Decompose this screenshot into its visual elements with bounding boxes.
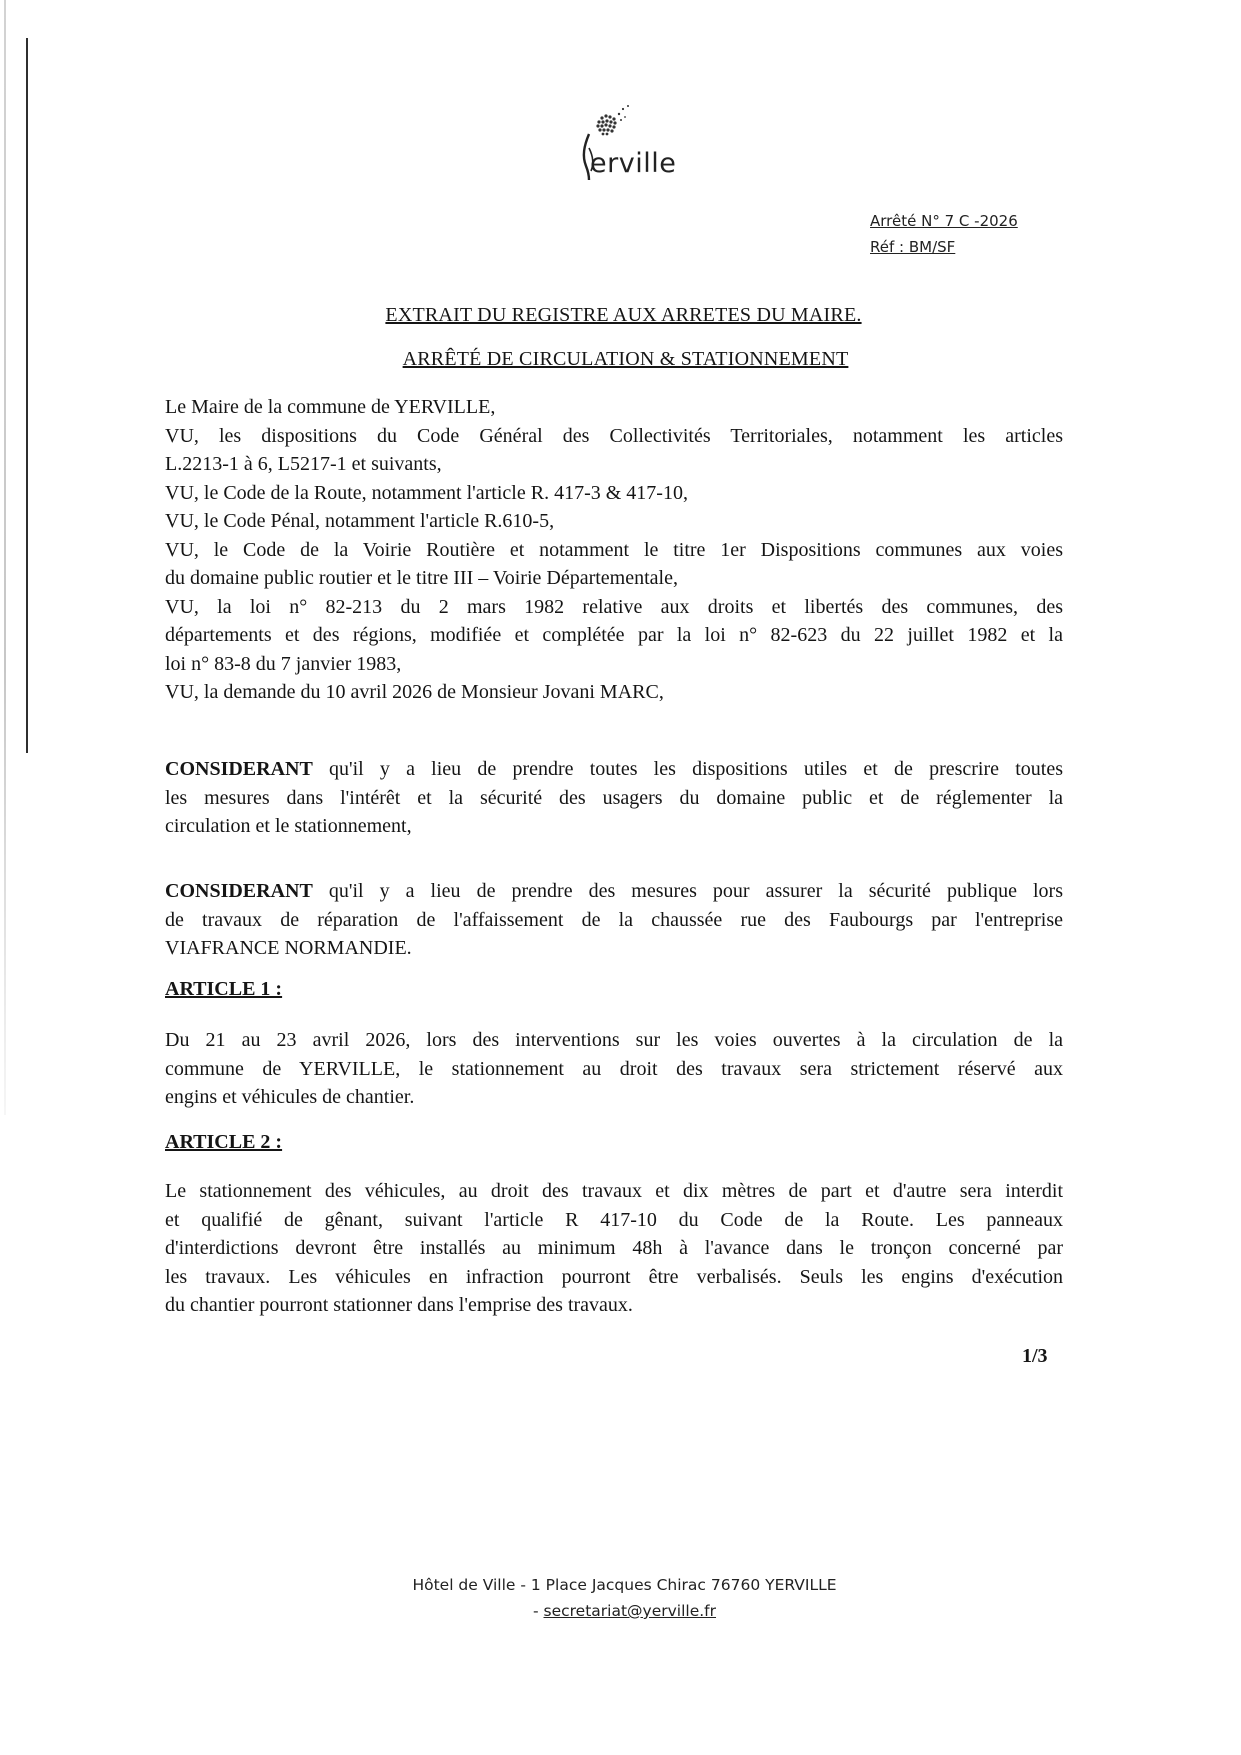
visa-line: Le Maire de la commune de YERVILLE,: [165, 396, 496, 418]
considerant-line: circulation et le stationnement,: [165, 815, 412, 837]
footer-email: [4, 1602, 1241, 1620]
article-1-title: ARTICLE 1 :: [165, 978, 283, 1000]
considerant-text: qu'il y a lieu de prendre toutes les dispositions utiles et de prescrire toutes: [312, 758, 1063, 780]
page-number: 1/3: [1022, 1345, 1048, 1367]
article-line: Du 21 au 23 avril 2026, lors des interventions sur les voies ouvertes à la circulation de la: [165, 1029, 1063, 1051]
footer-email-link[interactable]: secretariat@yerville.fr: [543, 1602, 717, 1620]
footer-email-prefix: -: [532, 1602, 544, 1620]
yerville-logo: [562, 96, 682, 206]
visa-line: VU, le Code de la Route, notamment l'article R. 417-3 & 417-10,: [165, 481, 688, 504]
visa-line: loi n° 83-8 du 7 janvier 1983,: [165, 652, 402, 675]
visa-line: L.2213-1 à 6, L5217-1 et suivants,: [165, 453, 442, 475]
article-line: engins et véhicules de chantier.: [165, 1086, 415, 1108]
considerant-line: [165, 877, 1063, 906]
visas-section: [165, 393, 1063, 707]
article-2-title: ARTICLE 2 :: [165, 1131, 283, 1153]
visa-line: VU, le Code de la Voirie Routière et notamment le titre 1er Dispositions communes aux voies: [165, 538, 1063, 561]
article-line: d'interdictions devront être installés au minimum 48h à l'avance dans le tronçon concerné par: [165, 1237, 1063, 1259]
scan-margin-line: [26, 38, 28, 753]
considerant-1: [165, 755, 1063, 841]
considerant-2: [165, 877, 1063, 963]
visa-line: VU, la demande du 10 avril 2026 de Monsieur Jovani MARC,: [165, 681, 664, 703]
registry-title: EXTRAIT DU REGISTRE AUX ARRETES DU MAIRE.: [385, 304, 862, 326]
visa-line: VU, la loi n° 82-213 du 2 mars 1982 relative aux droits et libertés des communes, des: [165, 595, 1063, 618]
article-2-body: [165, 1177, 1063, 1320]
visa-line: VU, le Code Pénal, notamment l'article R.610-5,: [165, 510, 555, 532]
considerant-text: qu'il y a lieu de prendre des mesures pour assurer la sécurité publique lors: [312, 880, 1063, 902]
article-line: et qualifié de gênant, suivant l'article R 417-10 du Code de la Route. Les panneaux: [165, 1208, 1063, 1231]
visa-line: VU, les dispositions du Code Général des Collectivités Territoriales, notamment les articles: [165, 424, 1063, 447]
considerant-line: [165, 755, 1063, 784]
visa-line: départements et des régions, modifiée et complétée par la loi n° 82-623 du 22 juillet 1982 et la: [165, 624, 1063, 646]
arrete-number: Arrêté N° 7 C -2026: [870, 212, 1018, 230]
visa-line: du domaine public routier et le titre III – Voirie Départementale,: [165, 567, 678, 589]
article-1-body: [165, 1026, 1063, 1112]
arrete-title: ARRÊTÉ DE CIRCULATION & STATIONNEMENT: [402, 348, 849, 370]
considerant-label: CONSIDERANT: [165, 880, 313, 902]
considerant-label: CONSIDERANT: [165, 758, 313, 780]
considerant-line: VIAFRANCE NORMANDIE.: [165, 937, 412, 959]
article-line: commune de YERVILLE, le stationnement au droit des travaux sera strictement réservé aux: [165, 1057, 1063, 1080]
reference-block: [870, 208, 1018, 260]
scan-edge: [4, 0, 6, 1115]
footer-address: Hôtel de Ville - 1 Place Jacques Chirac 76760 YERVILLE: [412, 1576, 837, 1594]
article-line: les travaux. Les véhicules en infraction pourront être verbalisés. Seuls les engins d'exécution: [165, 1265, 1063, 1288]
reference-code: Réf : BM/SF: [870, 238, 956, 256]
logo-text: erville: [590, 148, 677, 179]
article-line: Le stationnement des véhicules, au droit des travaux et dix mètres de part et d'autre sera interdit: [165, 1180, 1063, 1202]
considerant-line: les mesures dans l'intérêt et la sécurité des usagers du domaine public et de réglementer la: [165, 786, 1063, 809]
considerant-line: de travaux de réparation de l'affaissement de la chaussée rue des Faubourgs par l'entreprise: [165, 908, 1063, 931]
article-line: du chantier pourront stationner dans l'emprise des travaux.: [165, 1294, 633, 1316]
